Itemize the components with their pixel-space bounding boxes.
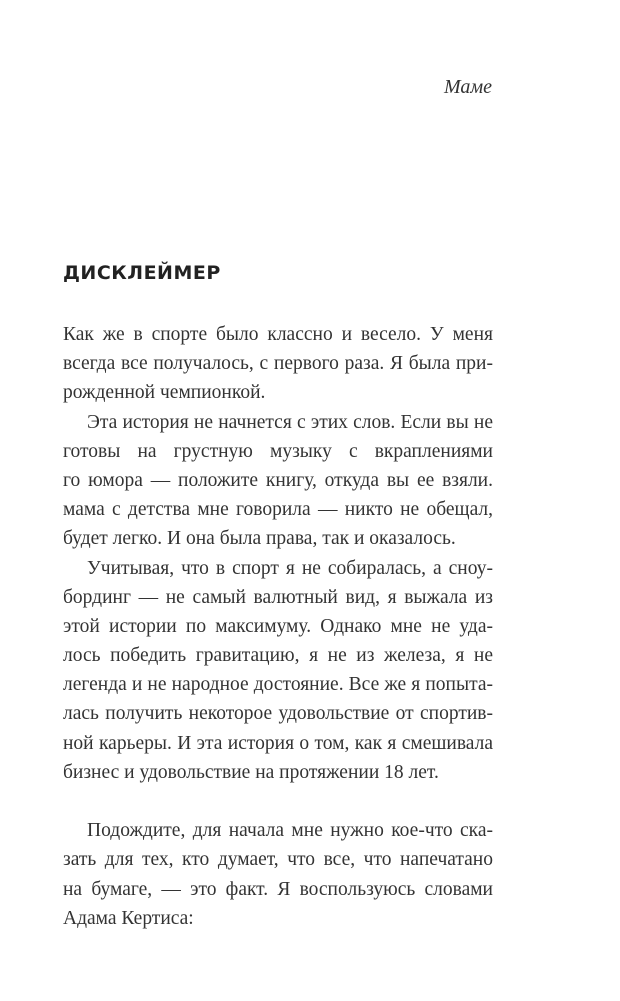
text-line: Эта история не начнется с этих слов. Если вы не <box>87 411 493 433</box>
text-line: бординг — не самый валютный вид, я выжала из <box>63 586 493 608</box>
chapter-heading: ДИСКЛЕЙМЕР <box>63 262 221 284</box>
text-line: всегда все получалось, с первого раза. Я была при- <box>63 353 493 375</box>
paragraph <box>63 554 493 788</box>
body-text <box>63 320 493 933</box>
text-line: ной карьеры. И эта история о том, как я смешивала <box>63 732 493 754</box>
text-line: рожденной чемпионкой. <box>63 382 266 404</box>
paragraph-gap <box>63 787 493 816</box>
text-line: Подождите, для начала мне нужно кое-что ска- <box>87 820 493 842</box>
text-line: бизнес и удовольствие на протяжении 18 лет. <box>63 761 439 783</box>
text-line: на бумаге, — это факт. Я воспользуюсь словами <box>63 878 493 900</box>
dedication: Маме <box>443 76 492 98</box>
paragraph <box>63 408 493 554</box>
text-line: легенда и не народное достояние. Все же я попыта- <box>63 674 493 696</box>
paragraph <box>63 816 493 933</box>
text-line: будет легко. И она была права, так и оказалось. <box>63 528 456 550</box>
text-line: лась получить некоторое удовольствие от спортив- <box>63 703 493 725</box>
text-line: Учитывая, что в спорт я не собиралась, а сноу- <box>87 557 493 579</box>
text-line: мама с детства мне говорила — никто не обещал, <box>63 499 493 521</box>
paragraph <box>63 320 493 408</box>
text-line: го юмора — положите книгу, откуда вы ее взяли. <box>63 469 493 491</box>
text-line: этой истории по максимуму. Однако мне не уда- <box>63 615 493 637</box>
text-line: Как же в спорте было классно и весело. У меня <box>63 324 493 345</box>
text-line: готовы на грустную музыку с вкраплениями <box>63 440 493 462</box>
text-line: Адама Кертиса: <box>63 907 194 929</box>
text-line: лось победить гравитацию, я не из железа, я не <box>63 645 493 667</box>
text-line: зать для тех, кто думает, что все, что напечатано <box>63 849 493 871</box>
